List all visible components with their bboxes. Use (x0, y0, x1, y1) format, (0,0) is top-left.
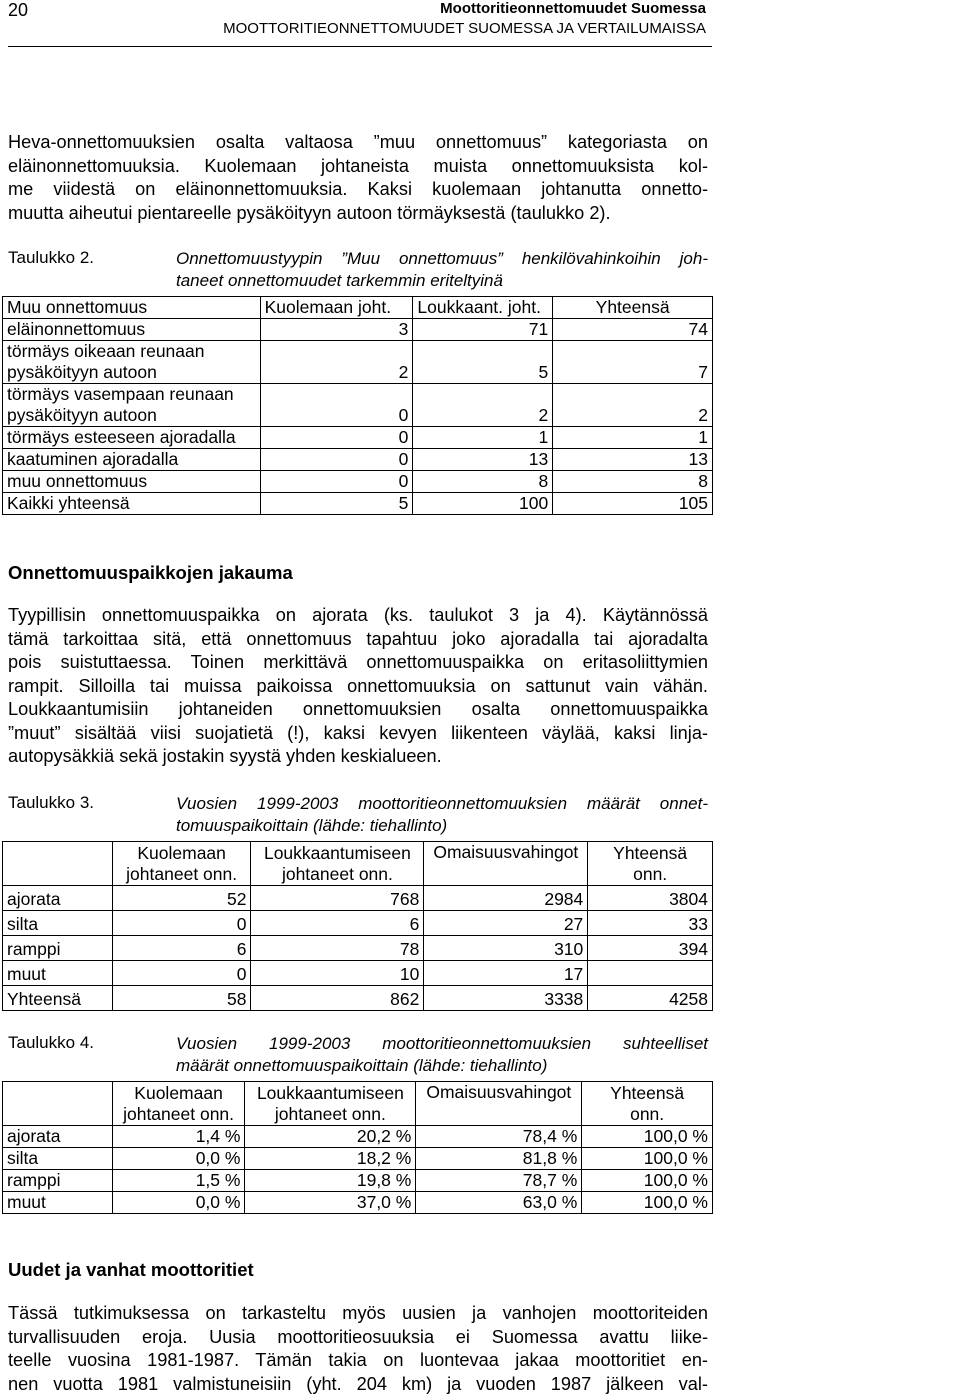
cell-total: 394 (588, 936, 713, 961)
paragraph-line: muutta aiheutui pientareelle pysäköityyn autoon törmäyksestä (taulukko 2). (8, 202, 611, 223)
column-header (588, 842, 713, 886)
cell-total: 2 (553, 384, 713, 427)
row-label: ajorata (3, 1126, 113, 1148)
cell-total: 8 (553, 471, 713, 493)
caption-line: määrät onnettomuuspaikoittain (lähde: tiehallinto) (176, 1056, 548, 1075)
cell-dead: 1,4 % (112, 1126, 245, 1148)
cell-dead: 0 (112, 911, 251, 936)
header-line: johtaneet onn. (123, 1104, 235, 1124)
cell-injured: 37,0 % (245, 1192, 416, 1214)
row-label: ramppi (3, 1170, 113, 1192)
page-number: 20 (8, 0, 29, 20)
cell-injured: 78 (251, 936, 424, 961)
header-line: johtaneet onn. (126, 864, 238, 884)
paragraph-line: eläinonnettomuuksia. Kuolemaan johtaneista muista onnettomuuksista kol- (8, 155, 708, 176)
table-row (3, 341, 713, 384)
caption-line: Vuosien 1999-2003 moottoritieonnettomuuksien suhteelliset (176, 1034, 708, 1053)
column-header: Loukkaant. joht. (413, 297, 553, 319)
table4 (2, 1081, 713, 1214)
cell-dead: 58 (112, 986, 251, 1011)
table-row (3, 449, 713, 471)
header-divider (8, 46, 712, 47)
table3-caption (176, 793, 708, 837)
row-label: ramppi (3, 936, 113, 961)
cell-injured: 6 (251, 911, 424, 936)
row-label: Yhteensä (3, 986, 113, 1011)
cell-damage: 3338 (424, 986, 588, 1011)
paragraph-line: Heva-onnettomuuksien osalta valtaosa ”muu onnettomuus” kategoriasta on (8, 132, 708, 152)
cell-total: 4258 (588, 986, 713, 1011)
cell-damage: 63,0 % (416, 1192, 582, 1214)
row-label-line: pysäköityyn autoon (7, 405, 157, 425)
column-header: Yhteensä (553, 297, 713, 319)
cell-dead: 6 (112, 936, 251, 961)
table-header-row (3, 842, 713, 886)
intro-paragraph (8, 131, 708, 225)
cell-dead: 0 (260, 384, 413, 427)
cell-total: 100,0 % (582, 1192, 713, 1214)
table-row (3, 936, 713, 961)
table-header-row (3, 297, 713, 319)
column-header (3, 842, 113, 886)
cell-injured: 71 (413, 319, 553, 341)
cell-total: 3804 (588, 886, 713, 911)
row-label: silta (3, 911, 113, 936)
cell-injured: 1 (413, 427, 553, 449)
paragraph-line: Loukkaantumisiin johtaneiden onnettomuuksien osalta onnettomuuspaikka (8, 699, 708, 719)
header-line: Yhteensä (610, 1083, 685, 1103)
cell-total (588, 961, 713, 986)
cell-dead: 0 (260, 471, 413, 493)
cell-injured: 100 (413, 493, 553, 515)
table-row (3, 1170, 713, 1192)
paragraph-line: pois suistuttaessa. Toinen merkittävä onnettomuuspaikka on eritasoliittymien (8, 652, 708, 672)
column-header (416, 1082, 582, 1126)
row-label-line: pysäköityyn autoon (7, 362, 157, 382)
table4-label: Taulukko 4. (8, 1033, 94, 1052)
column-header (112, 842, 251, 886)
table-row (3, 886, 713, 911)
running-header-title: Moottoritieonnettomuudet Suomessa (440, 0, 706, 17)
row-label: silta (3, 1148, 113, 1170)
cell-injured: 20,2 % (245, 1126, 416, 1148)
cell-injured: 18,2 % (245, 1148, 416, 1170)
table3-label: Taulukko 3. (8, 793, 94, 812)
cell-injured: 13 (413, 449, 553, 471)
cell-injured: 8 (413, 471, 553, 493)
column-header (251, 842, 424, 886)
cell-injured: 19,8 % (245, 1170, 416, 1192)
cell-total: 100,0 % (582, 1170, 713, 1192)
caption-line: tomuuspaikoittain (lähde: tiehallinto) (176, 816, 448, 835)
section-heading: Onnettomuuspaikkojen jakauma (8, 562, 293, 583)
table-row (3, 1148, 713, 1170)
caption-line: taneet onnettomuudet tarkemmin eriteltyinä (176, 271, 503, 290)
table2-caption (176, 248, 708, 292)
table-row (3, 986, 713, 1011)
row-label (3, 341, 261, 384)
cell-total: 74 (553, 319, 713, 341)
table-header-row (3, 1082, 713, 1126)
row-label: törmäys esteeseen ajoradalla (3, 427, 261, 449)
cell-total: 105 (553, 493, 713, 515)
table-row (3, 471, 713, 493)
column-header (245, 1082, 416, 1126)
paragraph-line: nen vuotta 1981 valmistuneisiin (yht. 204 km) ja vuoden 1987 jälkeen val- (8, 1373, 708, 1394)
section-paragraph (8, 604, 708, 769)
table-row (3, 493, 713, 515)
table-row (3, 1126, 713, 1148)
cell-dead: 1,5 % (112, 1170, 245, 1192)
column-header (424, 842, 588, 886)
cell-total: 13 (553, 449, 713, 471)
row-label: eläinonnettomuus (3, 319, 261, 341)
cell-dead: 0 (260, 449, 413, 471)
cell-damage: 81,8 % (416, 1148, 582, 1170)
cell-total: 100,0 % (582, 1148, 713, 1170)
row-label: kaatuminen ajoradalla (3, 449, 261, 471)
row-label-line: törmäys vasempaan reunaan (7, 384, 234, 404)
cell-dead: 0 (260, 427, 413, 449)
paragraph-line: Tässä tutkimuksessa on tarkasteltu myös uusien ja vanhojen moottoriteiden (8, 1303, 708, 1323)
header-line: onn. (633, 864, 668, 884)
table-row (3, 384, 713, 427)
row-label-line: törmäys oikeaan reunaan (7, 341, 205, 361)
column-header: Kuolemaan joht. (260, 297, 413, 319)
cell-injured: 2 (413, 384, 553, 427)
header-line: Omaisuusvahingot (426, 1082, 572, 1102)
paragraph-line: rampit. Silloilla tai muissa paikoissa onnettomuuksia on sattunut vain vähän. (8, 675, 708, 696)
cell-injured: 862 (251, 986, 424, 1011)
row-label: muu onnettomuus (3, 471, 261, 493)
table-row (3, 911, 713, 936)
header-line: Yhteensä (613, 843, 688, 863)
paragraph-line: tämä tarkoittaa sitä, että onnettomuus tapahtuu joko ajoradalla tai ajoradalta (8, 628, 708, 649)
table2-label: Taulukko 2. (8, 248, 94, 267)
cell-dead: 0 (112, 961, 251, 986)
column-header (112, 1082, 245, 1126)
row-label: Kaikki yhteensä (3, 493, 261, 515)
cell-dead: 3 (260, 319, 413, 341)
cell-dead: 0,0 % (112, 1148, 245, 1170)
paragraph-line: teelle vuosina 1981-1987. Tämän takia on luontevaa jakaa moottoritiet en- (8, 1350, 708, 1370)
cell-dead: 2 (260, 341, 413, 384)
cell-damage: 27 (424, 911, 588, 936)
section-paragraph (8, 1302, 708, 1396)
running-header-subtitle: MOOTTORITIEONNETTOMUUDET SUOMESSA JA VERTAILUMAISSA (223, 20, 706, 37)
cell-dead: 0,0 % (112, 1192, 245, 1214)
table-row (3, 1192, 713, 1214)
paragraph-line: ”muut” sisältää viisi suojatietä (!), kaksi kevyen liikenteen väylää, kaksi linja- (8, 722, 708, 743)
row-label (3, 384, 261, 427)
caption-line: Onnettomuustyypin ”Muu onnettomuus” henkilövahinkoihin joh- (176, 249, 708, 268)
cell-damage: 78,7 % (416, 1170, 582, 1192)
header-line: Loukkaantumiseen (263, 843, 411, 863)
header-line: Kuolemaan (134, 1083, 223, 1103)
table-row (3, 427, 713, 449)
header-line: Loukkaantumiseen (256, 1083, 404, 1103)
header-line: johtaneet onn. (274, 1104, 386, 1124)
header-line: onn. (630, 1104, 665, 1124)
cell-injured: 768 (251, 886, 424, 911)
table2 (2, 296, 713, 515)
section-heading: Uudet ja vanhat moottoritiet (8, 1259, 254, 1280)
paragraph-line: me viidestä on eläinonnettomuuksia. Kaksi kuolemaan johtanutta onnetto- (8, 179, 708, 199)
cell-dead: 5 (260, 493, 413, 515)
header-line: johtaneet onn. (281, 864, 393, 884)
cell-dead: 52 (112, 886, 251, 911)
paragraph-line: turvallisuuden eroja. Uusia moottoritieosuuksia ei Suomessa avattu liike- (8, 1326, 708, 1347)
cell-total: 100,0 % (582, 1126, 713, 1148)
paragraph-line: Tyypillisin onnettomuuspaikka on ajorata (ks. taulukot 3 ja 4). Käytännössä (8, 605, 708, 625)
table4-caption (176, 1033, 708, 1077)
table-row (3, 961, 713, 986)
column-header: Muu onnettomuus (3, 297, 261, 319)
cell-total: 7 (553, 341, 713, 384)
row-label: muut (3, 961, 113, 986)
cell-damage: 78,4 % (416, 1126, 582, 1148)
cell-damage: 17 (424, 961, 588, 986)
column-header (582, 1082, 713, 1126)
paragraph-line: autopysäkkiä sekä jostakin syystä yhden keskialueen. (8, 746, 442, 766)
row-label: ajorata (3, 886, 113, 911)
header-line: Omaisuusvahingot (433, 842, 579, 862)
cell-injured: 10 (251, 961, 424, 986)
cell-total: 1 (553, 427, 713, 449)
column-header (3, 1082, 113, 1126)
caption-line: Vuosien 1999-2003 moottoritieonnettomuuksien määrät onnet- (176, 794, 708, 813)
cell-total: 33 (588, 911, 713, 936)
cell-injured: 5 (413, 341, 553, 384)
table3 (2, 841, 713, 1011)
cell-damage: 310 (424, 936, 588, 961)
header-line: Kuolemaan (137, 843, 226, 863)
row-label: muut (3, 1192, 113, 1214)
table-row (3, 319, 713, 341)
cell-damage: 2984 (424, 886, 588, 911)
